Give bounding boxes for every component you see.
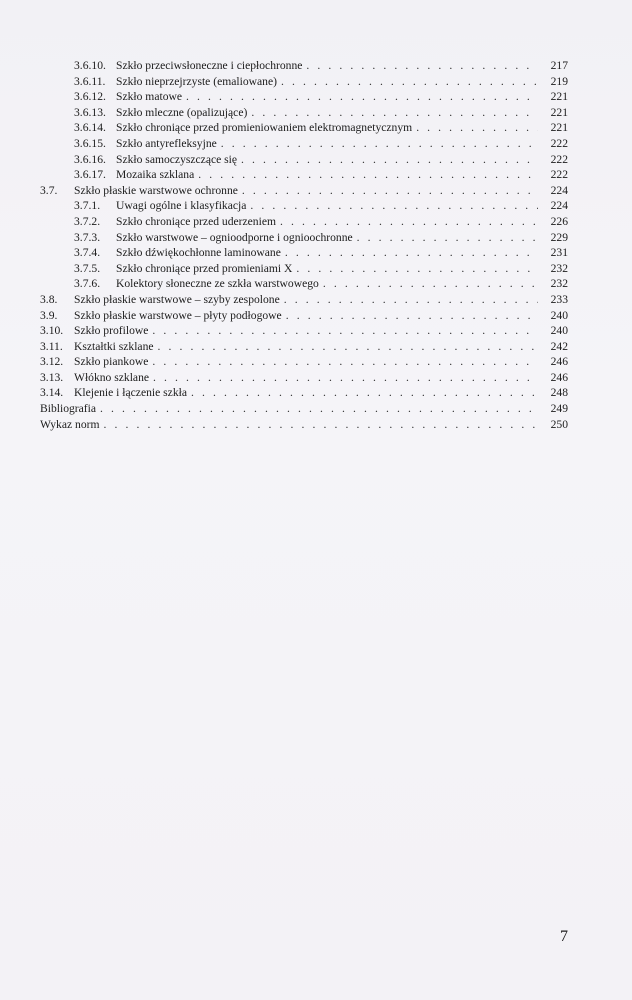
table-of-contents — [40, 58, 568, 432]
toc-entry-page: 233 — [550, 292, 568, 306]
toc-entry-page: 222 — [550, 136, 568, 150]
toc-entry-page: 250 — [550, 417, 568, 431]
toc-entry-title: Szkło płaskie warstwowe – płyty podłogowe — [74, 308, 282, 322]
toc-entry-title: Kształtki szklane — [74, 339, 154, 353]
toc-entry — [40, 105, 568, 121]
dot-leader — [416, 120, 538, 136]
dot-leader — [152, 354, 538, 370]
toc-entry-title: Szkło profilowe — [74, 324, 149, 338]
toc-entry-title: Szkło warstwowe – ognioodporne i ognioochronne — [116, 230, 353, 244]
dot-leader — [152, 323, 538, 339]
dot-leader — [241, 152, 538, 168]
toc-entry-number: 3.6.16. — [74, 152, 106, 166]
toc-entry — [40, 136, 568, 152]
toc-entry — [40, 58, 568, 74]
dot-leader — [242, 183, 538, 199]
toc-entry-page: 232 — [550, 277, 568, 291]
toc-entry — [40, 245, 568, 261]
toc-entry-page: 240 — [550, 308, 568, 322]
toc-entry-number: 3.6.13. — [74, 105, 106, 119]
toc-entry — [40, 323, 568, 339]
toc-entry-page: 240 — [550, 324, 568, 338]
toc-entry — [40, 198, 568, 214]
dot-leader — [198, 167, 538, 183]
toc-entry-number: 3.6.11. — [74, 74, 106, 88]
toc-entry-title: Szkło mleczne (opalizujące) — [116, 105, 248, 119]
toc-entry-number: 3.6.17. — [74, 168, 106, 182]
toc-entry-title: Mozaika szklana — [116, 168, 195, 182]
dot-leader — [221, 136, 538, 152]
toc-entry-title: Szkło matowe — [116, 90, 183, 104]
dot-leader — [250, 198, 538, 214]
toc-entry-title: Szkło chroniące przed promieniami X — [116, 261, 293, 275]
toc-entry-title: Szkło samoczyszczące się — [116, 152, 238, 166]
toc-entry-page: 232 — [550, 261, 568, 275]
dot-leader — [104, 417, 538, 433]
toc-entry-number: 3.7. — [40, 183, 58, 197]
toc-entry-title: Wykaz norm — [40, 417, 100, 431]
dot-leader — [357, 230, 538, 246]
page-number: 7 — [560, 928, 568, 945]
toc-entry-title: Szkło płaskie warstwowe – szyby zespolone — [74, 292, 280, 306]
toc-entry — [40, 89, 568, 105]
dot-leader — [186, 89, 538, 105]
dot-leader — [191, 385, 538, 401]
toc-entry-page: 221 — [550, 121, 568, 135]
dot-leader — [251, 105, 538, 121]
toc-entry-page: 224 — [550, 199, 568, 213]
toc-entry-page: 221 — [550, 105, 568, 119]
toc-entry-title: Szkło piankowe — [74, 355, 149, 369]
toc-entry — [40, 183, 568, 199]
toc-entry-number: 3.6.15. — [74, 136, 106, 150]
toc-entry — [40, 292, 568, 308]
toc-entry — [40, 339, 568, 355]
toc-entry-number: 3.10. — [40, 324, 64, 338]
toc-entry — [40, 354, 568, 370]
toc-entry-page: 242 — [550, 339, 568, 353]
toc-entry — [40, 276, 568, 292]
toc-entry-number: 3.7.4. — [74, 246, 101, 260]
toc-entry-title: Szkło dźwiękochłonne laminowane — [116, 246, 281, 260]
toc-entry-page: 222 — [550, 152, 568, 166]
toc-entry-number: 3.12. — [40, 355, 64, 369]
toc-entry-page: 222 — [550, 168, 568, 182]
dot-leader — [158, 339, 538, 355]
dot-leader — [100, 401, 538, 417]
toc-entry-page: 226 — [550, 214, 568, 228]
toc-entry-title: Szkło antyrefleksyjne — [116, 136, 217, 150]
toc-entry-number: 3.6.10. — [74, 59, 106, 72]
dot-leader — [286, 308, 538, 324]
toc-entry-number: 3.6.12. — [74, 90, 106, 104]
dot-leader — [306, 58, 538, 74]
toc-entry-title: Szkło nieprzejrzyste (emaliowane) — [116, 74, 277, 88]
toc-entry — [40, 261, 568, 277]
toc-entry-page: 219 — [550, 74, 568, 88]
toc-entry-page: 229 — [550, 230, 568, 244]
dot-leader — [296, 261, 538, 277]
dot-leader — [285, 245, 538, 261]
toc-entry-page: 217 — [550, 59, 568, 72]
toc-entry-number: 3.7.6. — [74, 277, 101, 291]
toc-entry-number: 3.7.2. — [74, 214, 101, 228]
toc-entry — [40, 120, 568, 136]
toc-entry-page: 248 — [550, 386, 568, 400]
toc-entry-page: 249 — [550, 402, 568, 416]
toc-entry-page: 231 — [550, 246, 568, 260]
toc-entry — [40, 152, 568, 168]
toc-entry-title: Szkło chroniące przed promieniowaniem elektromagnetycznym — [116, 121, 413, 135]
toc-entry-number: 3.8. — [40, 292, 58, 306]
dot-leader — [153, 370, 538, 386]
toc-entry-title: Szkło chroniące przed uderzeniem — [116, 214, 276, 228]
toc-entry-title: Bibliografia — [40, 402, 97, 416]
toc-entry-number: 3.9. — [40, 308, 58, 322]
toc-entry-title: Szkło przeciwsłoneczne i ciepłochronne — [116, 59, 303, 72]
toc-entry-number: 3.7.5. — [74, 261, 101, 275]
dot-leader — [281, 74, 538, 90]
toc-entry-title: Szkło płaskie warstwowe ochronne — [74, 183, 238, 197]
dot-leader — [284, 292, 538, 308]
toc-entry-number: 3.13. — [40, 370, 64, 384]
toc-entry — [40, 167, 568, 183]
toc-entry — [40, 370, 568, 386]
toc-entry — [40, 385, 568, 401]
toc-entry — [40, 401, 568, 417]
toc-entry — [40, 308, 568, 324]
toc-entry-page: 246 — [550, 370, 568, 384]
toc-entry-number: 3.6.14. — [74, 121, 106, 135]
toc-entry-number: 3.14. — [40, 386, 64, 400]
toc-entry — [40, 74, 568, 90]
toc-entry — [40, 417, 568, 433]
dot-leader — [323, 276, 538, 292]
toc-entry-title: Kolektory słoneczne ze szkła warstwowego — [116, 277, 319, 291]
toc-entry-page: 246 — [550, 355, 568, 369]
dot-leader — [280, 214, 538, 230]
toc-entry-number: 3.11. — [40, 339, 63, 353]
toc-entry — [40, 214, 568, 230]
toc-entry-page: 224 — [550, 183, 568, 197]
toc-entry-number: 3.7.1. — [74, 199, 101, 213]
toc-entry-title: Włókno szklane — [74, 370, 150, 384]
toc-entry-title: Uwagi ogólne i klasyfikacja — [116, 199, 247, 213]
toc-entry — [40, 230, 568, 246]
toc-entry-number: 3.7.3. — [74, 230, 101, 244]
toc-entry-page: 221 — [550, 90, 568, 104]
toc-entry-title: Klejenie i łączenie szkła — [74, 386, 187, 400]
